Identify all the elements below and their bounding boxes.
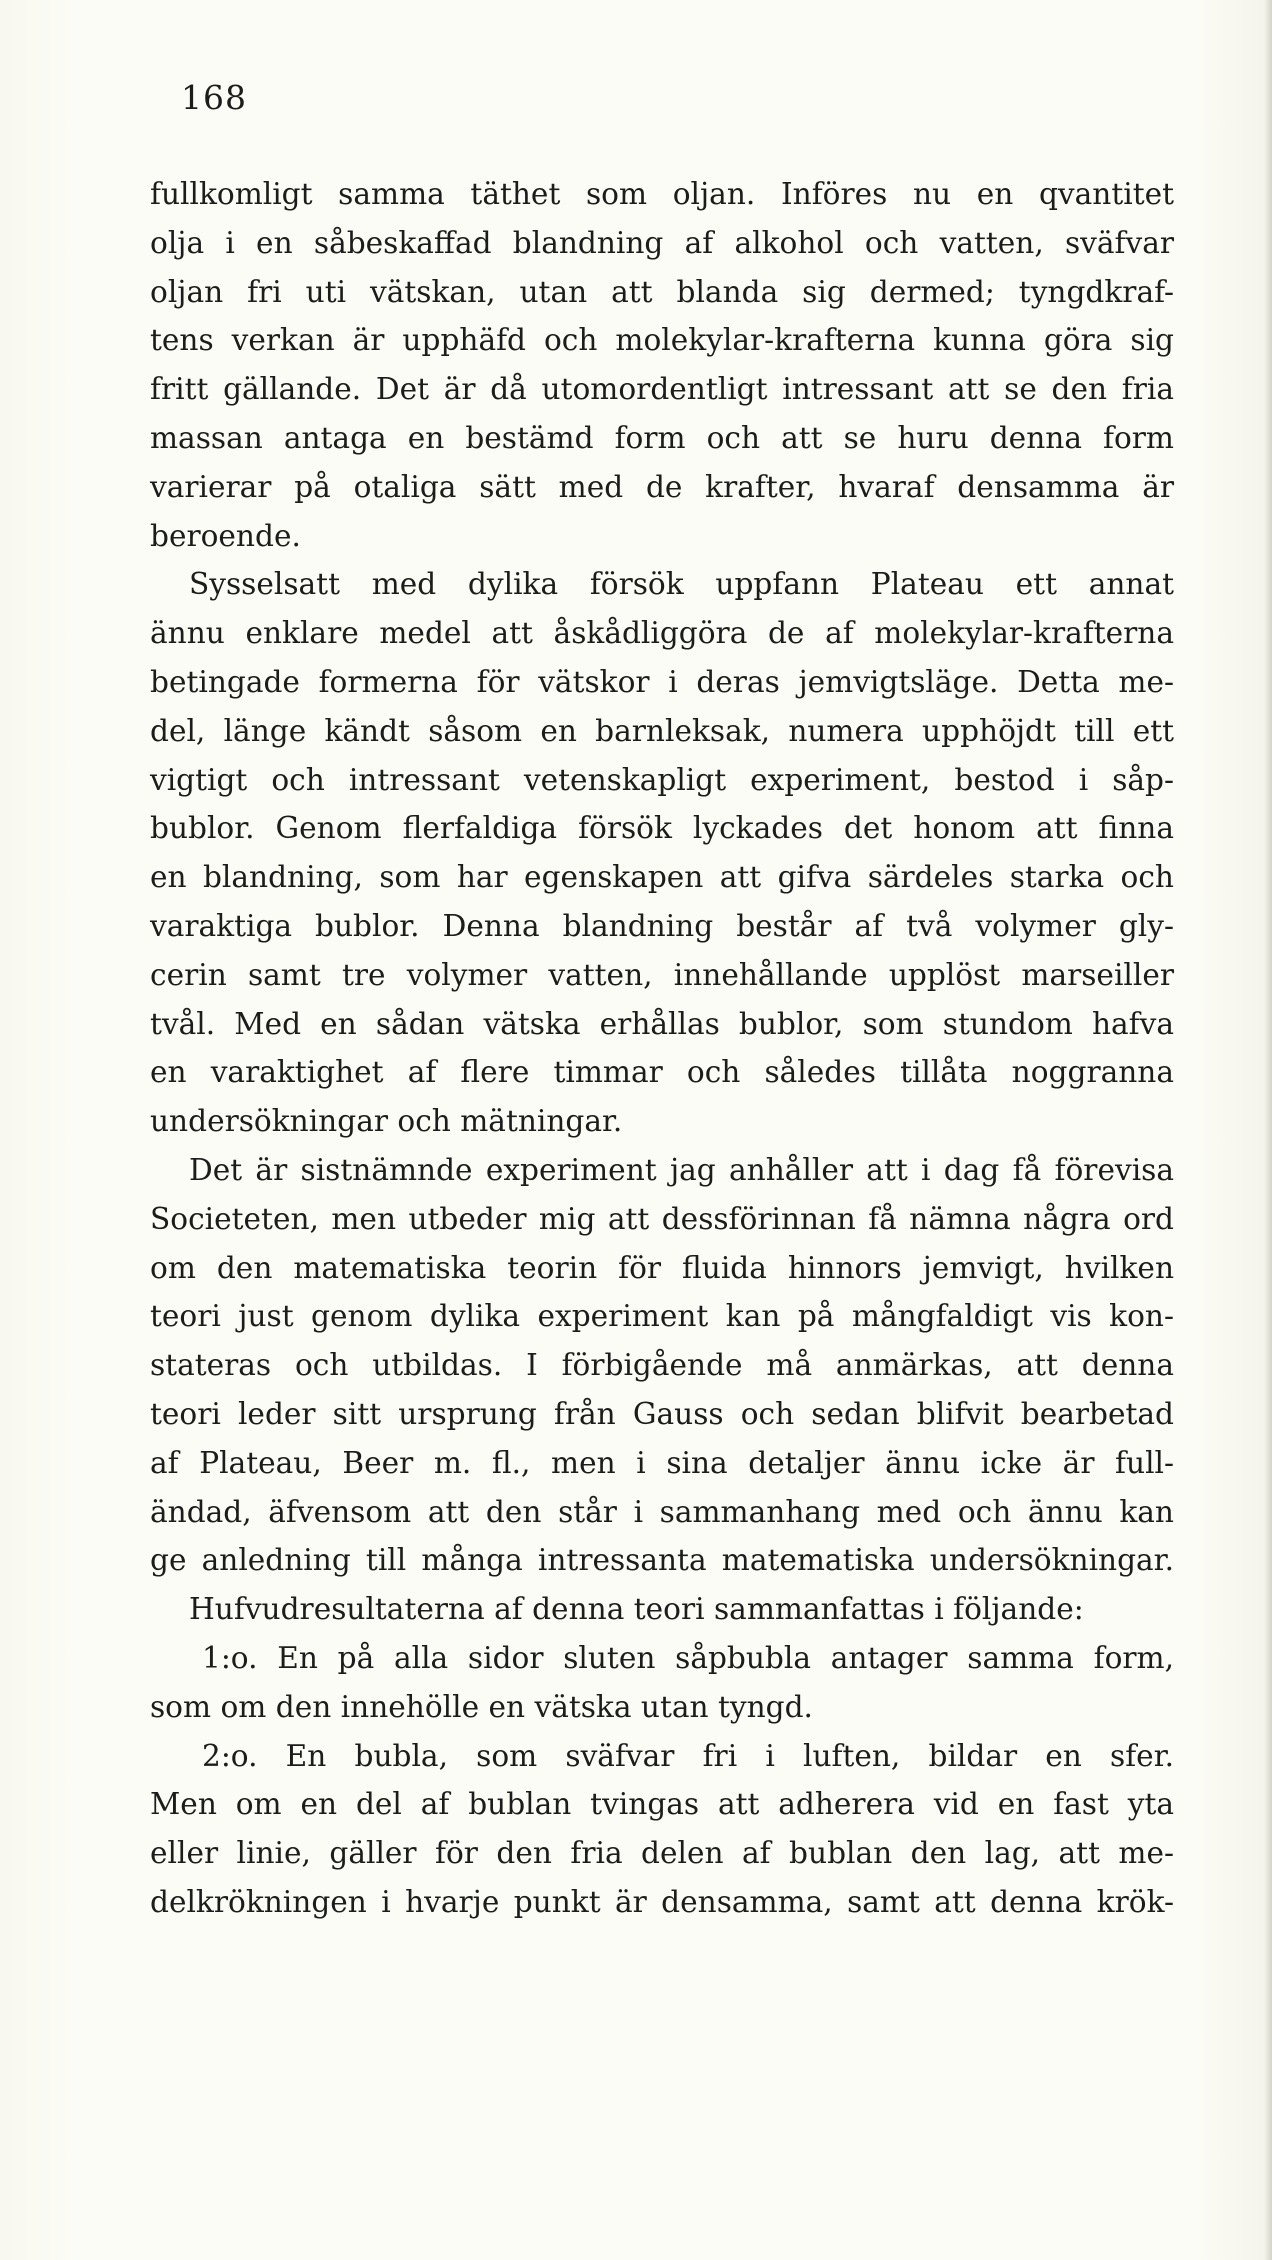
text-line: Hufvudresultaterna af denna teori sammanfattas i följande:: [189, 1592, 1084, 1627]
text-line: eller linie, gäller för den fria delen af bublan den lag, att me-: [150, 1836, 1174, 1871]
text-line: fullkomligt samma täthet som oljan. Införes nu en qvantitet: [150, 177, 1174, 211]
text-line: ännu enklare medel att åskådliggöra de af molekylar-krafterna: [150, 616, 1174, 651]
text-line: beroende.: [150, 518, 301, 553]
text-line: Societeten, men utbeder mig att dessförinnan få nämna några ord: [150, 1201, 1174, 1236]
text-line: Men om en del af bublan tvingas att adherera vid en fast yta: [150, 1787, 1174, 1822]
text-line: Sysselsatt med dylika försök uppfann Plateau ett annat: [189, 567, 1174, 602]
text-line: teori leder sitt ursprung från Gauss och sedan blifvit bearbetad: [150, 1396, 1174, 1431]
text-line: af Plateau, Beer m. fl., men i sina detaljer ännu icke är full-: [150, 1445, 1174, 1480]
page-edge-shadow: [1264, 0, 1272, 2260]
text-line: Det är sistnämnde experiment jag anhåller att i dag få förevisa: [189, 1152, 1174, 1187]
text-line: en varaktighet af flere timmar och således tillåta noggranna: [150, 1055, 1174, 1090]
text-line: del, länge kändt såsom en barnleksak, numera upphöjdt till ett: [150, 713, 1174, 748]
text-line: oljan fri uti vätskan, utan att blanda sig dermed; tyngdkraf-: [150, 274, 1174, 309]
text-line: olja i en såbeskaffad blandning af alkohol och vatten, sväfvar: [150, 225, 1174, 260]
text-line: stateras och utbildas. I förbigående må anmärkas, att denna: [150, 1348, 1174, 1383]
body-text: [150, 170, 1174, 1927]
text-line: ändad, äfvensom att den står i sammanhang med och ännu kan: [150, 1494, 1174, 1529]
text-line: cerin samt tre volymer vatten, innehållande upplöst marseiller: [150, 957, 1174, 992]
text-line: undersökningar och mätningar.: [150, 1104, 623, 1139]
text-line: varierar på otaliga sätt med de krafter, hvaraf densamma är: [150, 469, 1174, 504]
text-line: en blandning, som har egenskapen att gifva särdeles starka och: [150, 860, 1174, 895]
text-line: vigtigt och intressant vetenskapligt experiment, bestod i såp-: [150, 762, 1174, 797]
text-line: tvål. Med en sådan vätska erhållas bublor, som stundom hafva: [150, 1006, 1174, 1041]
text-line: tens verkan är upphäfd och molekylar-krafterna kunna göra sig: [150, 323, 1174, 358]
text-line: betingade formerna för vätskor i deras jemvigtsläge. Detta me-: [150, 664, 1174, 699]
text-line: fritt gällande. Det är då utomordentligt intressant att se den fria: [150, 372, 1174, 407]
text-line: varaktiga bublor. Denna blandning består af två volymer gly-: [150, 908, 1174, 943]
text-line: massan antaga en bestämd form och att se huru denna form: [150, 420, 1174, 455]
text-line: om den matematiska teorin för fluida hinnors jemvigt, hvilken: [150, 1250, 1174, 1285]
text-line: bublor. Genom flerfaldiga försök lyckades det honom att finna: [150, 811, 1174, 846]
text-line: delkrökningen i hvarje punkt är densamma, samt att denna krök-: [150, 1884, 1174, 1919]
text-line: 2:o. En bubla, som sväfvar fri i luften, bildar en sfer.: [202, 1738, 1174, 1773]
text-line: som om den innehölle en vätska utan tyngd.: [150, 1689, 813, 1724]
text-line: teori just genom dylika experiment kan på mångfaldigt vis kon-: [150, 1299, 1174, 1334]
page-number: 168: [181, 78, 247, 117]
text-line: ge anledning till många intressanta matematiska undersökningar.: [150, 1543, 1174, 1578]
text-line: 1:o. En på alla sidor sluten såpbubla antager samma form,: [202, 1640, 1174, 1675]
